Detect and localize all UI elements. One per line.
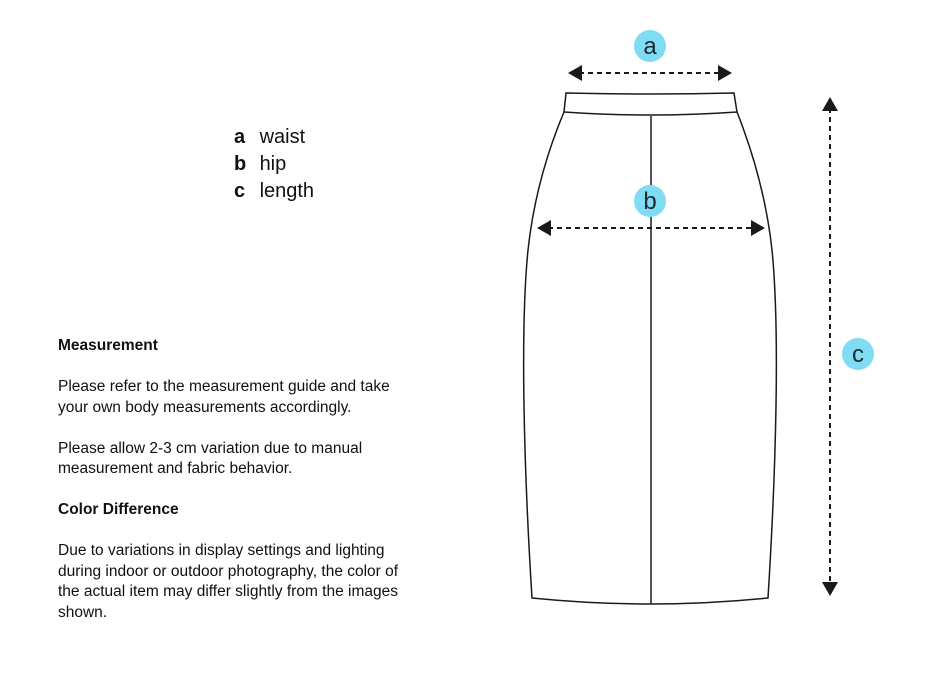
waist-badge — [634, 30, 666, 62]
hip-badge-label: b — [643, 188, 657, 215]
waist-badge-label: a — [643, 33, 657, 60]
skirt-waistband — [564, 93, 737, 115]
measurement-guide-text: Please refer to the measurement guide and take your own body measurements accordingly. — [58, 378, 390, 416]
legend-key: a — [234, 126, 246, 148]
legend-label: waist — [259, 126, 306, 148]
legend-key: b — [234, 153, 247, 175]
color-difference-text: Due to variations in display settings and lighting during indoor or outdoor photography, the color of the actual item may differ slightly from the images shown. — [58, 542, 399, 621]
legend-label: length — [259, 180, 315, 202]
measurement-heading: Measurement — [58, 337, 158, 354]
color-difference-heading: Color Difference — [58, 501, 179, 518]
length-badge — [842, 338, 874, 370]
hip-badge — [634, 185, 666, 217]
length-badge-label: c — [852, 341, 864, 368]
measurement-variation-text: Please allow 2-3 cm variation due to manual measurement and fabric behavior. — [58, 439, 363, 477]
legend-key: c — [234, 180, 246, 202]
legend-label: hip — [259, 153, 287, 175]
